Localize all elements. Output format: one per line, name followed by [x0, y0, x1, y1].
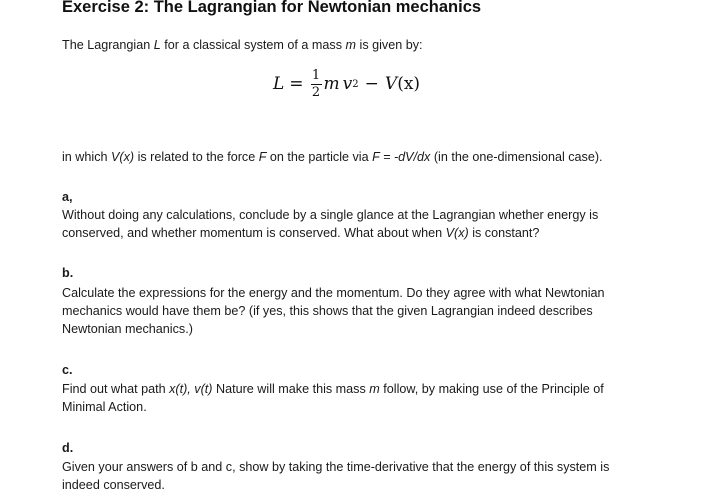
- intro-text: The Lagrangian L for a classical system of a mass m is given by:: [62, 38, 423, 52]
- part-c-label: c.: [62, 363, 73, 377]
- part-a-label: a,: [62, 190, 73, 204]
- exercise-title: Exercise 2: The Lagrangian for Newtonian mechanics: [62, 0, 482, 16]
- part-b-label: b.: [62, 266, 74, 280]
- part-d-label: d.: [62, 441, 74, 455]
- one-half-fraction: $\frac{1}{2}$: [311, 67, 321, 100]
- part-d-text: Given your answers of b and c, show by taking the time-derivative that the energy of this system is indeed conserved.: [62, 460, 610, 492]
- force-relation-text: in which V(x) is related to the force F on the particle via F = -dV/dx (in the one-dimensional case).: [62, 150, 603, 164]
- part-b-text: Calculate the expressions for the energy and the momentum. Do they agree with what Newtonian mechanics would have them be? (if yes, this shows that the given Lagrangian indeed describes Newtonian mechanics.): [62, 286, 605, 336]
- part-a-text: Without doing any calculations, conclude by a single glance at the Lagrangian whether energy is conserved, and whether momentum is conserved. What about when V(x) is constant?: [62, 208, 599, 240]
- lagrangian-equation: L = $\frac{1}{2}$ m v 2 − V (x): [273, 67, 421, 100]
- part-c-text: Find out what path x(t), v(t) Nature will make this mass m follow, by making use of the Principle of Minimal Action.: [62, 382, 604, 414]
